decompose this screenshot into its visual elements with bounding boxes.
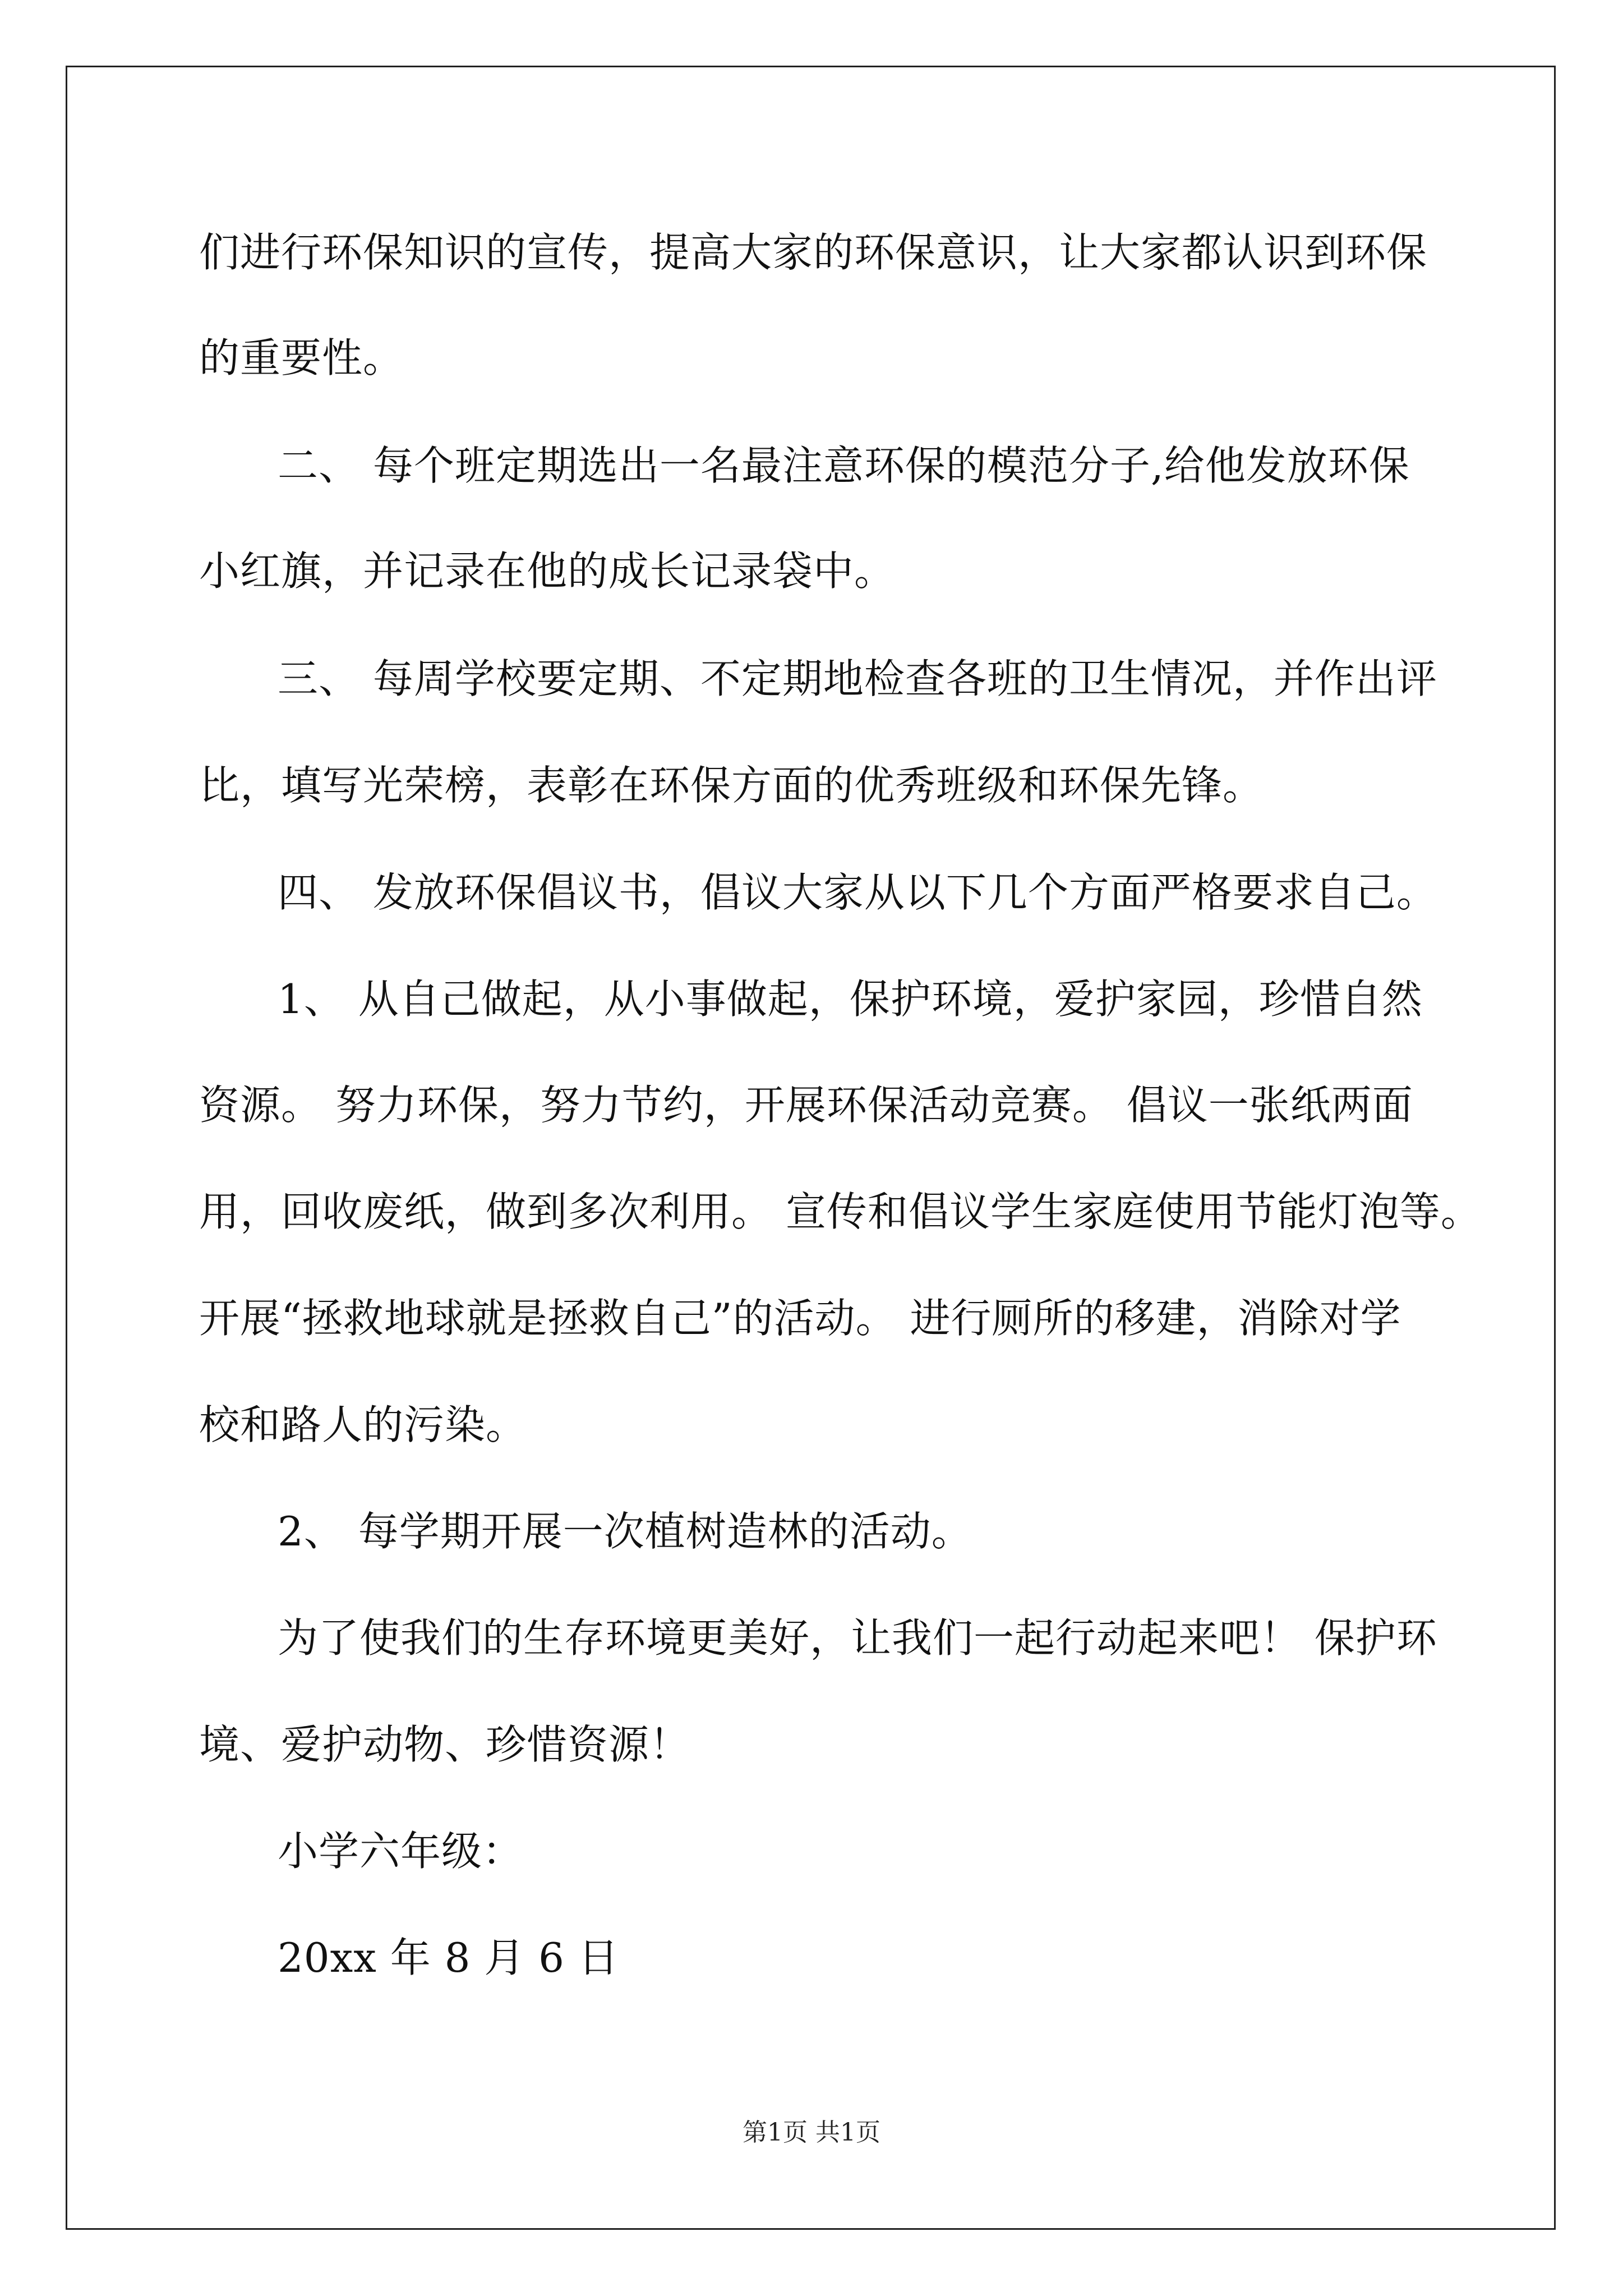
body-line-3: 二、 每个班定期选出一名最注意环保的模范分子,给他发放环保: [278, 442, 1410, 489]
body-line-1: 们进行环保知识的宣传，提高大家的环保意识，让大家都认识到环保: [199, 229, 1428, 276]
body-line-12: 校和路人的污染。: [199, 1401, 527, 1448]
body-line-2: 的重要性。: [199, 334, 404, 381]
body-line-4: 小红旗，并记录在他的成长记录袋中。: [199, 547, 896, 595]
signature-line: 小学六年级：: [278, 1828, 524, 1875]
body-line-8: 1、 从自己做起，从小事做起，保护环境，爱护家园，珍惜自然: [278, 976, 1423, 1023]
body-line-14: 为了使我们的生存环境更美好，让我们一起行动起来吧！ 保护环: [278, 1614, 1437, 1662]
body-line-7: 四、 发放环保倡议书，倡议大家从以下几个方面严格要求自己。: [278, 869, 1437, 916]
date-line: 20xx 年 8 月 6 日: [278, 1934, 619, 1981]
body-line-13: 2、 每学期开展一次植树造林的活动。: [278, 1508, 972, 1555]
body-line-15: 境、爱护动物、珍惜资源！: [199, 1721, 691, 1768]
body-line-5: 三、 每周学校要定期、不定期地检查各班的卫生情况，并作出评: [278, 655, 1437, 702]
page-footer: 第1页 共1页: [743, 2118, 880, 2147]
body-line-9: 资源。 努力环保，努力节约，开展环保活动竞赛。 倡议一张纸两面: [199, 1082, 1413, 1129]
body-line-10: 用，回收废纸，做到多次利用。 宣传和倡议学生家庭使用节能灯泡等。: [199, 1188, 1482, 1235]
body-line-6: 比，填写光荣榜，表彰在环保方面的优秀班级和环保先锋。: [199, 762, 1264, 809]
body-line-11: 开展“拯救地球就是拯救自己”的活动。 进行厕所的移建，消除对学: [199, 1295, 1401, 1342]
page-border: [66, 66, 1556, 2230]
